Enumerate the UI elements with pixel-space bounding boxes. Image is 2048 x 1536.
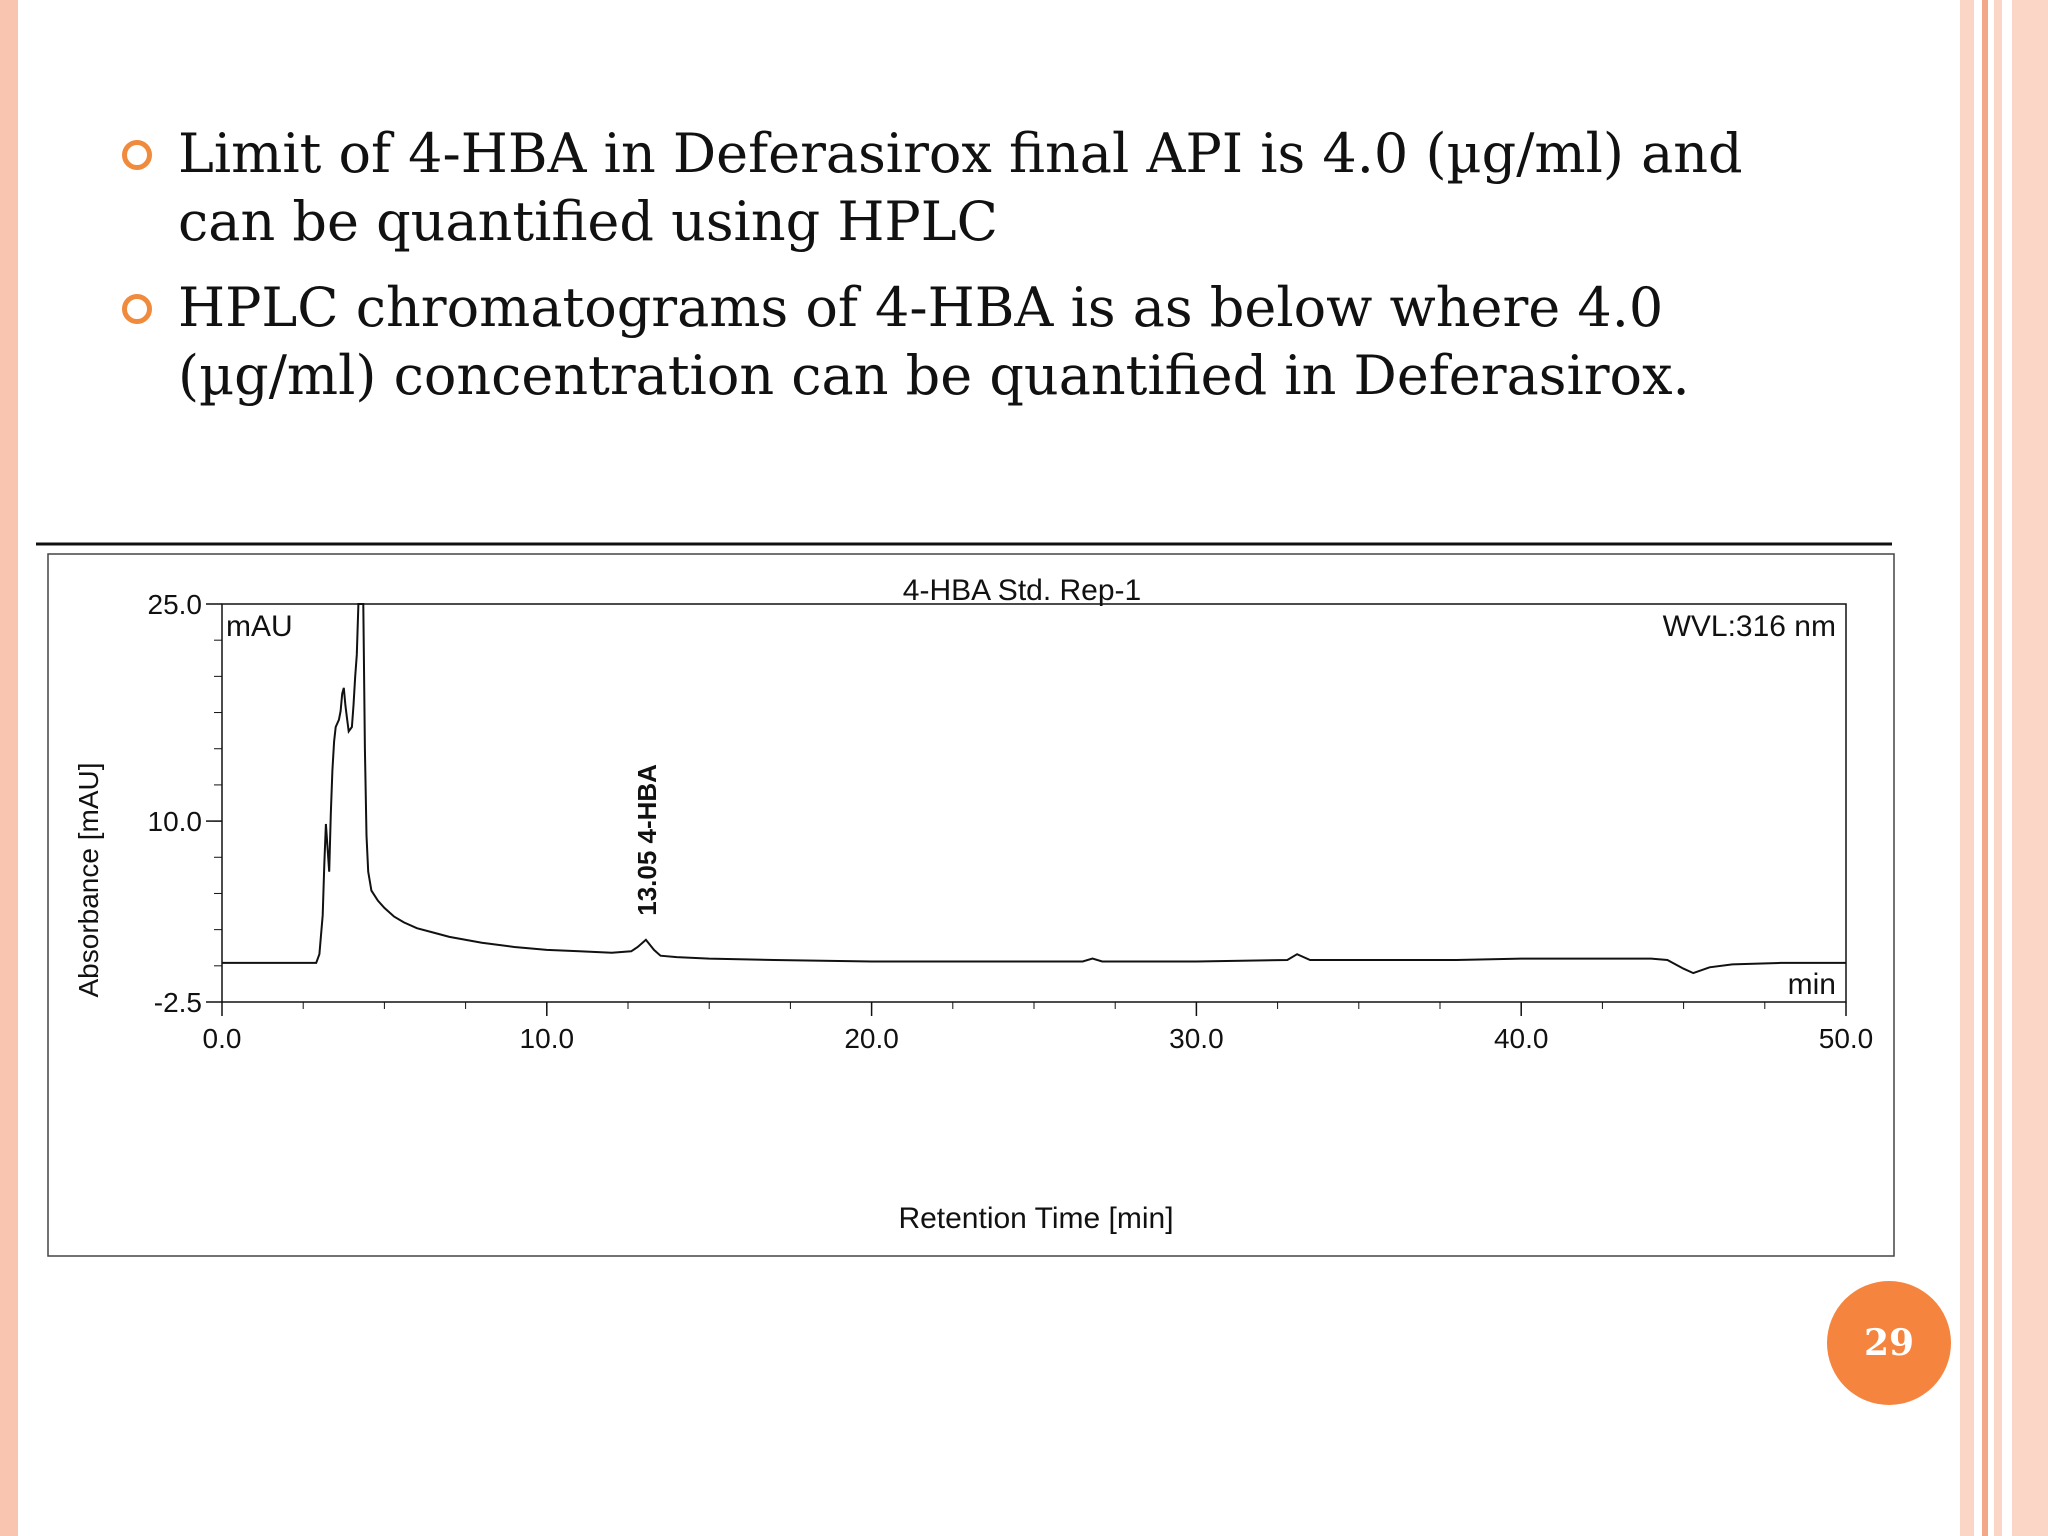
chromatogram-trace: [222, 604, 1846, 973]
right-border-decoration: [1960, 0, 2048, 1536]
right-stripe-4: [2012, 0, 2048, 1536]
x-tick-label: 20.0: [844, 1023, 899, 1054]
bullet-item: [120, 120, 1760, 256]
x-axis-label: Retention Time [min]: [898, 1202, 1174, 1235]
x-tick-label: 30.0: [1169, 1023, 1224, 1054]
bullet-text: Limit of 4-HBA in Deferasirox final API is 4.0 (µg/ml) and can be quantified using HPLC: [178, 122, 1743, 253]
chromatogram-svg: [36, 540, 1896, 1260]
x-unit-label: min: [1787, 968, 1836, 1001]
right-stripe-3: [1994, 0, 2002, 1536]
chromatogram-chart: [36, 540, 1896, 1260]
bullet-ring-icon: [122, 294, 152, 324]
bullet-list: [120, 120, 1760, 428]
x-axis-ticks: [203, 1002, 1874, 1054]
wavelength-label: WVL:316 nm: [1662, 610, 1836, 643]
peak-annotation: 13.05 4-HBA: [631, 764, 662, 916]
x-tick-label: 50.0: [1818, 1023, 1874, 1054]
x-tick-label: 40.0: [1493, 1023, 1549, 1054]
right-stripe-2: [1982, 0, 1988, 1536]
bullet-item: [120, 274, 1760, 410]
bullet-text: HPLC chromatograms of 4-HBA is as below where 4.0 (µg/ml) concentration can be quantified in Deferasirox.: [178, 276, 1690, 407]
y-unit-label: mAU: [226, 610, 293, 643]
y-axis-ticks: [148, 589, 223, 1018]
x-tick-label: 0.0: [202, 1023, 242, 1054]
plot-area: [222, 604, 1846, 1002]
y-tick-label: -2.5: [153, 987, 202, 1018]
y-tick-label: 10.0: [147, 806, 202, 838]
left-border-stripe: [0, 0, 18, 1536]
figure-frame: [48, 554, 1894, 1256]
y-axis-label: Absorbance [mAU]: [73, 762, 104, 998]
x-tick-label: 10.0: [519, 1023, 575, 1054]
y-tick-label: 25.0: [147, 589, 202, 620]
chart-title: 4-HBA Std. Rep-1: [902, 574, 1142, 607]
bullet-ring-icon: [122, 140, 152, 170]
right-stripe-1: [1960, 0, 1974, 1536]
page-number-badge: 29: [1827, 1281, 1951, 1405]
